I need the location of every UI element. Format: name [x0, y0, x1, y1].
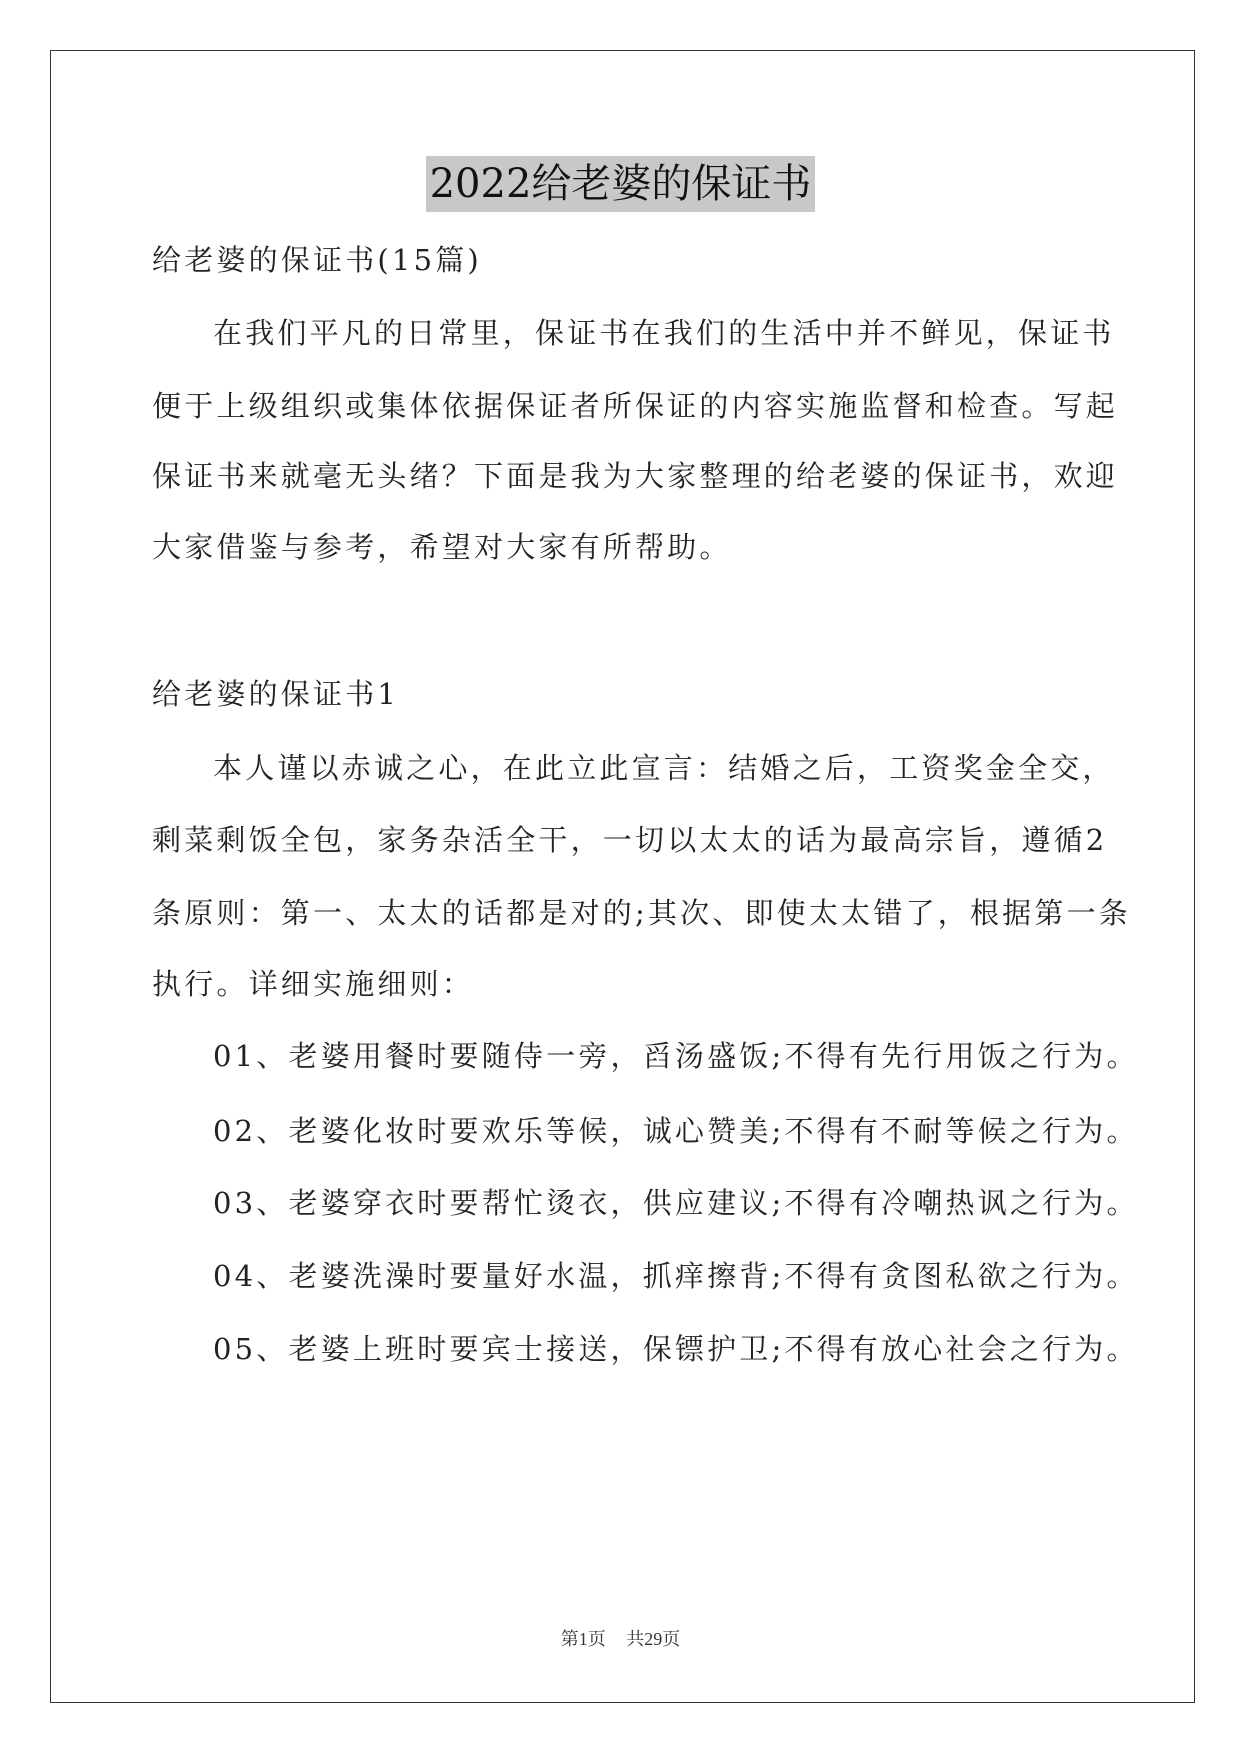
- page-footer: [0, 1625, 1241, 1651]
- body-line: 剩菜剩饭全包，家务杂活全干，一切以太太的话为最高宗旨，遵循2: [152, 823, 1108, 857]
- total-pages: 共29页: [626, 1629, 681, 1649]
- body-line: 条原则：第一、太太的话都是对的;其次、即使太太错了，根据第一条: [152, 896, 1131, 930]
- rule-item: 01、老婆用餐时要随侍一旁，舀汤盛饭;不得有先行用饭之行为。: [213, 1039, 1139, 1073]
- rule-item: 05、老婆上班时要宾士接送，保镖护卫;不得有放心社会之行为。: [213, 1332, 1139, 1366]
- intro-line: 便于上级组织或集体依据保证者所保证的内容实施监督和检查。写起: [152, 389, 1119, 423]
- page-number: 第1页: [560, 1629, 606, 1649]
- intro-line: 在我们平凡的日常里，保证书在我们的生活中并不鲜见，保证书: [213, 316, 1115, 350]
- title-container: [0, 156, 1241, 212]
- intro-line: 保证书来就毫无头绪？下面是我为大家整理的给老婆的保证书，欢迎: [152, 459, 1119, 493]
- rule-item: 04、老婆洗澡时要量好水温，抓痒擦背;不得有贪图私欲之行为。: [213, 1259, 1139, 1293]
- rule-item: 02、老婆化妆时要欢乐等候，诚心赞美;不得有不耐等候之行为。: [213, 1114, 1139, 1148]
- body-line: 执行。详细实施细则：: [152, 967, 475, 1001]
- body-line: 本人谨以赤诚之心，在此立此宣言：结婚之后，工资奖金全交，: [213, 751, 1115, 785]
- intro-line: 大家借鉴与参考，希望对大家有所帮助。: [152, 530, 732, 564]
- document-title: 2022给老婆的保证书: [426, 156, 816, 212]
- document-subtitle: 给老婆的保证书(15篇): [152, 243, 482, 277]
- section-heading: 给老婆的保证书1: [152, 677, 400, 711]
- rule-item: 03、老婆穿衣时要帮忙烫衣，供应建议;不得有冷嘲热讽之行为。: [213, 1186, 1139, 1220]
- page-border: [50, 50, 1195, 1703]
